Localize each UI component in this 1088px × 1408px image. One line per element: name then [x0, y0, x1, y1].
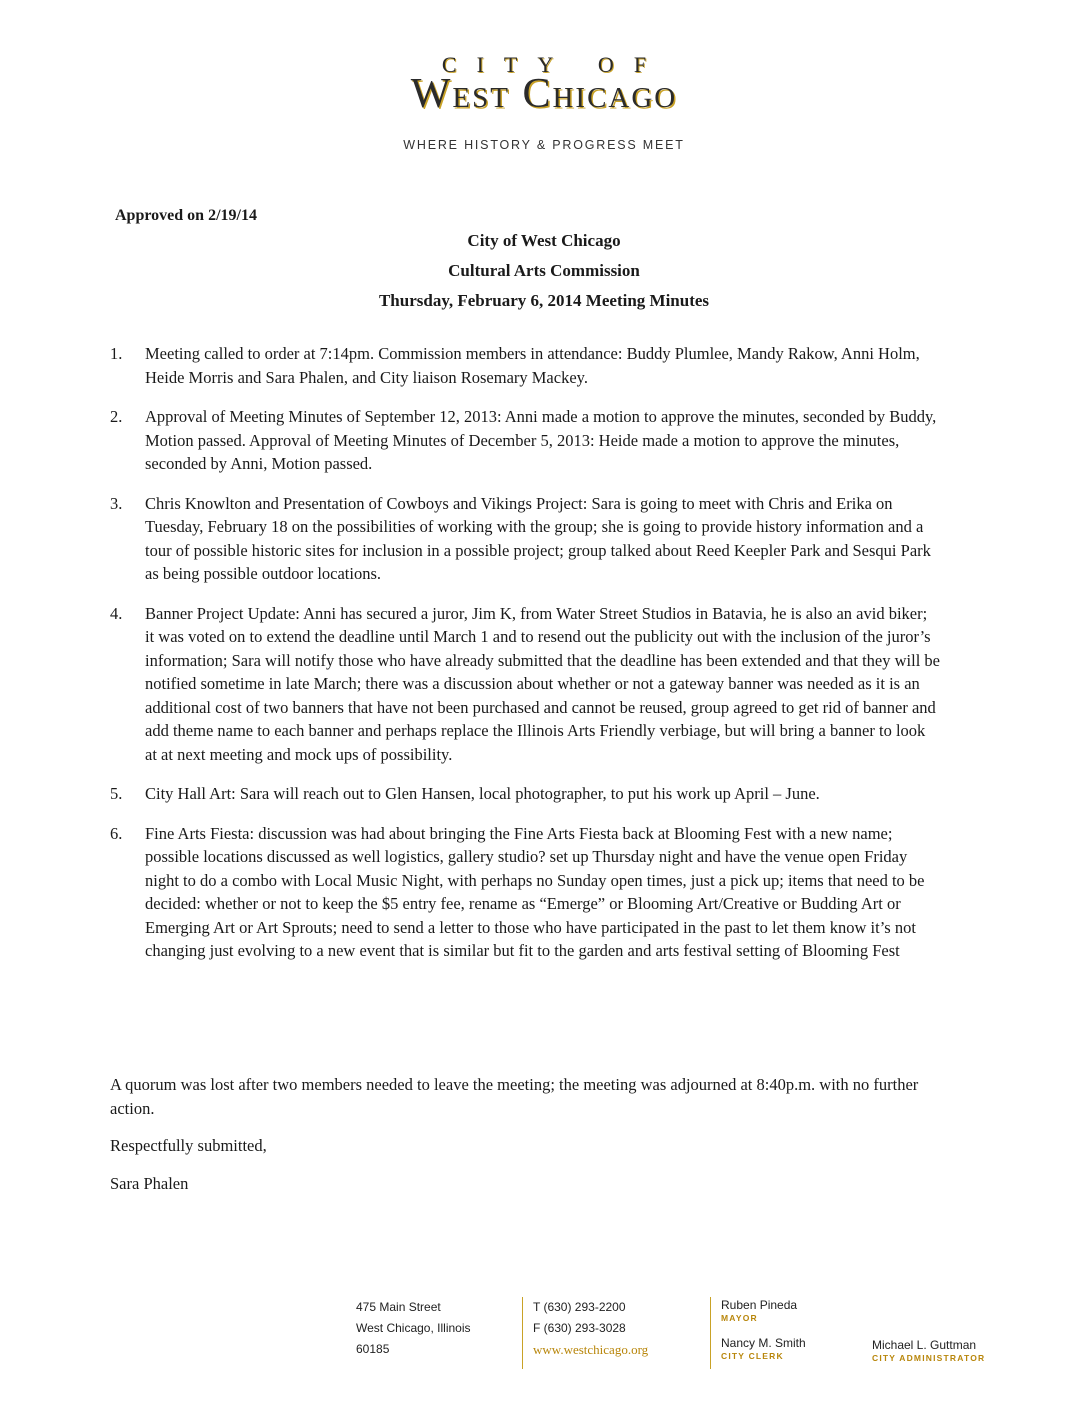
footer-officials — [710, 1297, 806, 1369]
letterhead-tagline: WHERE HISTORY & PROGRESS MEET — [403, 138, 685, 152]
address-city: West Chicago, Illinois — [356, 1321, 471, 1335]
item-text: Meeting called to order at 7:14pm. Commission members in attendance: Buddy Plumlee, Mandy Rakow, Anni Holm, Heide Morris and Sara Phalen, and City liaison Rosemary Mackey. — [145, 344, 920, 387]
approved-date: Approved on 2/19/14 — [115, 207, 257, 224]
item-text: Banner Project Update: Anni has secured a juror, Jim K, from Water Street Studios in Batavia, he is also an avid biker; it was voted on to extend the deadline until March 1 and to resend out the publicity out with the inclusion of the juror’s information; Sara will notify those who have already submitted that the deadline has been extended and that they will be notified sometime in late March; there was a discussion about whether or not a gateway banner was needed as it is an additional cost of two banners that have not been purchased and cannot be reused, group agreed to get rid of banner and add theme name to each banner and perhaps replace the Illinois Arts Friendly verbiage, but will bring a banner to look at at next meeting and mock ups of possibility. — [145, 603, 940, 764]
website-link[interactable]: www.westchicago.org — [533, 1342, 649, 1357]
minutes-list — [110, 342, 940, 979]
clerk-title: CITY CLERK — [721, 1351, 784, 1361]
footer-address — [356, 1297, 471, 1360]
minutes-item — [110, 822, 940, 963]
fax-number: F (630) 293-3028 — [533, 1321, 626, 1335]
address-street: 475 Main Street — [356, 1300, 441, 1314]
footer-contact — [522, 1297, 648, 1369]
address-zip: 60185 — [356, 1342, 390, 1356]
item-number: 3. — [110, 493, 123, 513]
mayor-title: MAYOR — [721, 1313, 758, 1323]
letterhead — [0, 52, 1088, 152]
item-text: Chris Knowlton and Presentation of Cowboys and Vikings Project: Sara is going to meet with Chris and Erika on Tuesday, February 18 on the possibilities of working with the group; she is going to provide history information and a tour of possible historic sites for inclusion in a possible project; group talked about Reed Keepler Park and Sesqui Park as being possible outdoor locations. — [145, 493, 931, 583]
quorum-note: A quorum was lost after two members needed to leave the meeting; the meeting was adjourned at 8:40p.m. with no further action. — [110, 1075, 919, 1118]
footer-administrator — [872, 1337, 985, 1363]
item-number: 5. — [110, 784, 123, 803]
item-number: 1. — [110, 344, 123, 363]
item-text: Approval of Meeting Minutes of September 12, 2013: Anni made a motion to approve the minutes, seconded by Buddy, Motion passed. Approval of Meeting Minutes of December 5, 2013: Heide made a motion to approve the minutes, seconded by Anni, Motion passed. — [145, 407, 937, 473]
heading-meeting-date: Thursday, February 6, 2014 Meeting Minutes — [378, 291, 710, 310]
mayor-name: Ruben Pineda — [721, 1298, 798, 1312]
signoff: Respectfully submitted, — [110, 1136, 267, 1155]
document-heading — [0, 226, 1088, 316]
minutes-item — [110, 782, 940, 806]
clerk-name: Nancy M. Smith — [721, 1336, 806, 1350]
admin-name: Michael L. Guttman — [872, 1338, 977, 1352]
minutes-item — [110, 405, 940, 476]
minutes-item — [110, 342, 940, 389]
item-number: 4. — [110, 603, 123, 623]
minutes-item — [110, 602, 940, 767]
signer-name: Sara Phalen — [110, 1173, 189, 1193]
letterhead-city-name: West Chicago — [410, 71, 678, 117]
minutes-item — [110, 492, 940, 586]
item-text: City Hall Art: Sara will reach out to Glen Hansen, local photographer, to put his work up April – June. — [145, 784, 820, 803]
heading-commission: Cultural Arts Commission — [448, 261, 640, 280]
item-text: Fine Arts Fiesta: discussion was had about bringing the Fine Arts Fiesta back at Blooming Fest with a new name; possible locations discussed as well logistics, gallery studio? set up Thursday night and have the venue open Friday night to do a combo with Local Music Night, with perhaps no Sunday open times, just a pick up; items that need to be decided: whether or not to keep the $5 entry fee, rename as “Emerge” or Blooming Art/Creative or Budding Art or Emerging Art or Art Sprouts; need to send a letter to those who have participated in the past to let them know it’s not changing just evolving to a new event that is similar but fit to the garden and arts festival setting of Blooming Fest — [145, 823, 925, 960]
letterhead-city-of: CITY OF — [441, 52, 667, 77]
phone-number: T (630) 293-2200 — [533, 1300, 626, 1314]
admin-title: CITY ADMINISTRATOR — [872, 1353, 986, 1363]
item-number: 2. — [110, 407, 123, 426]
heading-city: City of West Chicago — [467, 231, 621, 250]
item-number: 6. — [110, 823, 123, 843]
closing-section — [110, 1073, 940, 1209]
